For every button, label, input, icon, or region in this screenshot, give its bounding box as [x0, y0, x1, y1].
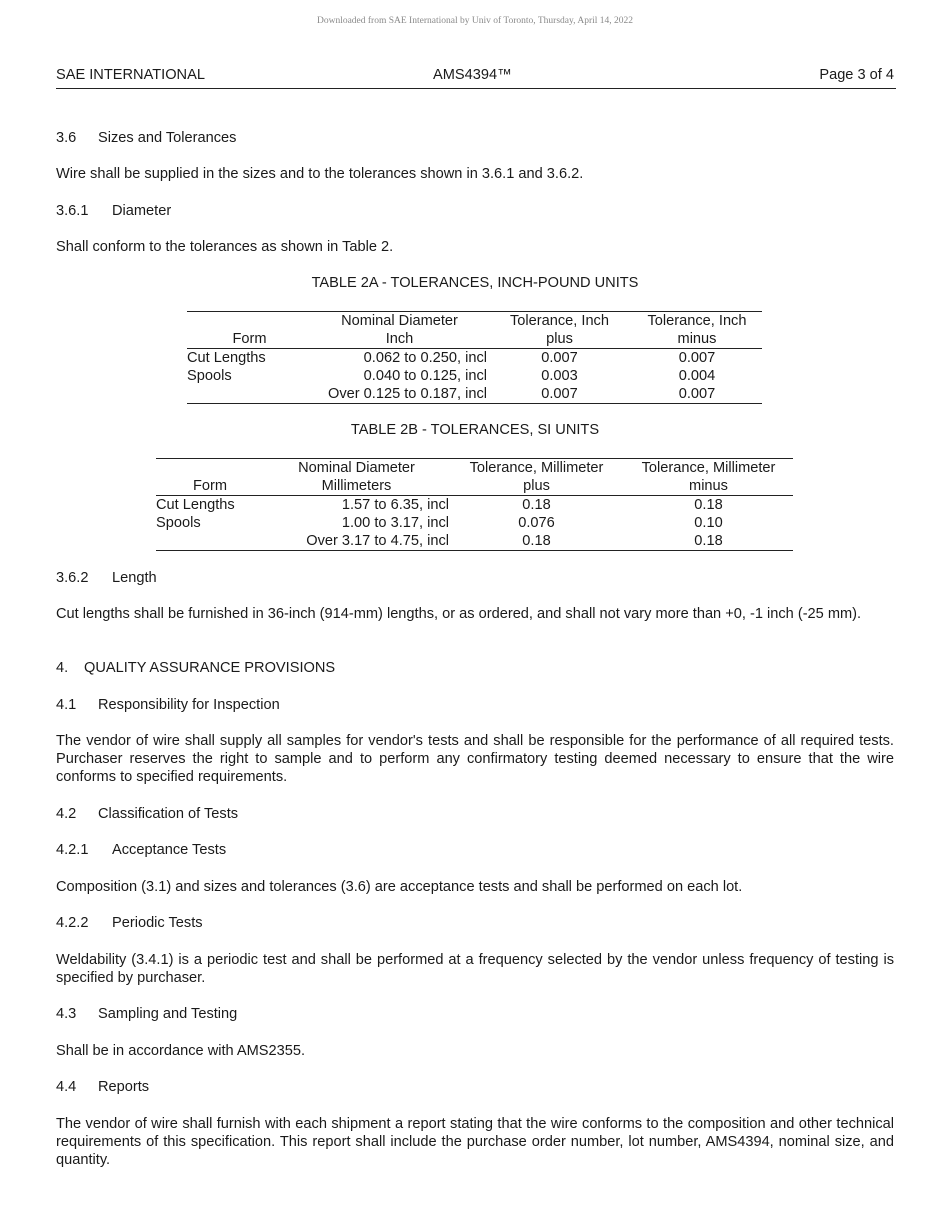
- table-cell: Spools: [156, 515, 201, 531]
- header-cell: plus: [449, 477, 624, 496]
- table-cell: 0.040 to 0.125, incl: [363, 368, 487, 384]
- table-cell: Spools: [187, 368, 232, 384]
- section-3-6-2-heading: [56, 569, 894, 587]
- section-3-6-heading: [56, 129, 894, 147]
- table-header-row: [187, 312, 762, 331]
- table-header-row: [156, 477, 793, 496]
- header-cell: Tolerance, Millimeter: [449, 459, 624, 478]
- header-page-number: Page 3 of 4: [819, 67, 894, 83]
- table-cell: 0.003: [541, 368, 578, 384]
- table-cell: [187, 385, 312, 404]
- section-3-6-2-body: Cut lengths shall be furnished in 36-inch (914-mm) lengths, or as ordered, and shall not vary more than +0, -1 inch (-25 mm).: [56, 606, 862, 622]
- table-row: [156, 496, 793, 515]
- section-title: Periodic Tests: [112, 915, 203, 931]
- table-row: [156, 532, 793, 551]
- table-cell: 1.00 to 3.17, incl: [341, 515, 449, 531]
- header-document-number: AMS4394™: [433, 67, 512, 83]
- header-cell: minus: [632, 330, 762, 349]
- section-title: Classification of Tests: [98, 806, 239, 822]
- table-2a-caption: TABLE 2A - TOLERANCES, INCH-POUND UNITS: [311, 275, 639, 291]
- section-title: Length: [112, 570, 157, 586]
- section-title: Acceptance Tests: [112, 842, 227, 858]
- section-4-4-heading: [56, 1078, 894, 1096]
- table-cell: 1.57 to 6.35, incl: [341, 497, 449, 513]
- download-watermark: Downloaded from SAE International by Univ of Toronto, Thursday, April 14, 2022: [316, 16, 634, 26]
- table-2b-caption: TABLE 2B - TOLERANCES, SI UNITS: [350, 422, 600, 438]
- section-number: 4.4: [56, 1079, 77, 1095]
- header-cell: Nominal Diameter: [264, 459, 449, 478]
- header-cell: Millimeters: [264, 477, 449, 496]
- header-cell: Nominal Diameter: [312, 312, 487, 331]
- header-cell: Form: [187, 330, 312, 349]
- section-number: 4.3: [56, 1006, 77, 1022]
- table-row: [156, 514, 793, 532]
- section-4-2-1-heading: [56, 841, 894, 859]
- section-title: Sizes and Tolerances: [98, 130, 237, 146]
- table-cell: 0.076: [518, 515, 555, 531]
- table-cell: Cut Lengths: [156, 497, 235, 513]
- page-header: [56, 66, 896, 89]
- table-cell: Over 0.125 to 0.187, incl: [312, 385, 487, 404]
- section-number: 4.2.1: [56, 842, 89, 858]
- section-number: 3.6: [56, 130, 77, 146]
- table-cell: 0.18: [522, 497, 551, 513]
- table-cell: 0.18: [449, 532, 624, 551]
- header-cell: Inch: [312, 330, 487, 349]
- section-4-2-heading: [56, 805, 894, 823]
- header-cell: Tolerance, Inch: [632, 312, 762, 331]
- table-cell: 0.007: [678, 350, 716, 366]
- section-number: 3.6.1: [56, 203, 89, 219]
- table-header-row: [187, 330, 762, 349]
- table-cell: 0.10: [694, 515, 723, 531]
- header-cell: Tolerance, Millimeter: [624, 459, 793, 478]
- table-cell: 0.18: [694, 497, 723, 513]
- section-title: Sampling and Testing: [98, 1006, 238, 1022]
- table-cell: 0.007: [541, 350, 578, 366]
- section-number: 4.: [56, 660, 69, 676]
- section-4-3-heading: [56, 1005, 894, 1023]
- table-cell: 0.007: [632, 385, 762, 404]
- section-3-6-1-body: Shall conform to the tolerances as shown in Table 2.: [56, 239, 394, 255]
- table-row: [187, 367, 762, 385]
- section-title: Diameter: [112, 203, 172, 219]
- section-title: Reports: [98, 1079, 150, 1095]
- section-number: 3.6.2: [56, 570, 89, 586]
- section-4-3-body: Shall be in accordance with AMS2355.: [56, 1043, 306, 1059]
- table-cell: Cut Lengths: [187, 350, 266, 366]
- section-4-heading: [56, 659, 894, 677]
- header-cell: [156, 459, 264, 478]
- section-4-2-1-body: Composition (3.1) and sizes and tolerances (3.6) are acceptance tests and shall be performed on each lot.: [56, 879, 743, 895]
- table-header-row: [156, 459, 793, 478]
- table-row: [187, 349, 762, 368]
- section-4-2-2-body: Weldability (3.4.1) is a periodic test and shall be performed at a frequency selected by the vendor unless frequency of testing is specified by purchaser.: [56, 952, 894, 986]
- table-cell: 0.062 to 0.250, incl: [363, 350, 487, 366]
- section-number: 4.2: [56, 806, 77, 822]
- section-3-6-body: Wire shall be supplied in the sizes and to the tolerances shown in 3.6.1 and 3.6.2.: [56, 166, 584, 182]
- table-2b: [156, 458, 793, 551]
- section-number: 4.1: [56, 697, 77, 713]
- header-cell: plus: [487, 330, 632, 349]
- table-cell: [156, 532, 264, 551]
- section-3-6-1-heading: [56, 202, 894, 220]
- table-row: [187, 385, 762, 404]
- section-4-1-heading: [56, 696, 894, 714]
- header-cell: minus: [624, 477, 793, 496]
- section-title: Responsibility for Inspection: [98, 697, 280, 713]
- table-cell: 0.18: [624, 532, 793, 551]
- table-2a: [187, 311, 762, 404]
- table-cell: Over 3.17 to 4.75, incl: [264, 532, 449, 551]
- section-4-1-body: The vendor of wire shall supply all samples for vendor's tests and shall be responsible for the performance of all required tests. Purchaser reserves the right to sample and to perform any confirmatory testing deemed necessary to ensure that the wire conforms to specified requirements.: [56, 733, 894, 785]
- table-cell: 0.007: [487, 385, 632, 404]
- section-4-2-2-heading: [56, 914, 894, 932]
- header-cell: [187, 312, 312, 331]
- table-cell: 0.004: [678, 368, 716, 384]
- header-cell: Form: [156, 477, 264, 496]
- header-cell: Tolerance, Inch: [487, 312, 632, 331]
- section-number: 4.2.2: [56, 915, 89, 931]
- header-organization: SAE INTERNATIONAL: [56, 67, 205, 83]
- section-4-4-body: The vendor of wire shall furnish with each shipment a report stating that the wire conforms to the composition and other technical requirements of this specification. This report shall include the purchase order number, lot number, AMS4394, nominal size, and quantity.: [56, 1116, 894, 1168]
- section-title: QUALITY ASSURANCE PROVISIONS: [84, 660, 336, 676]
